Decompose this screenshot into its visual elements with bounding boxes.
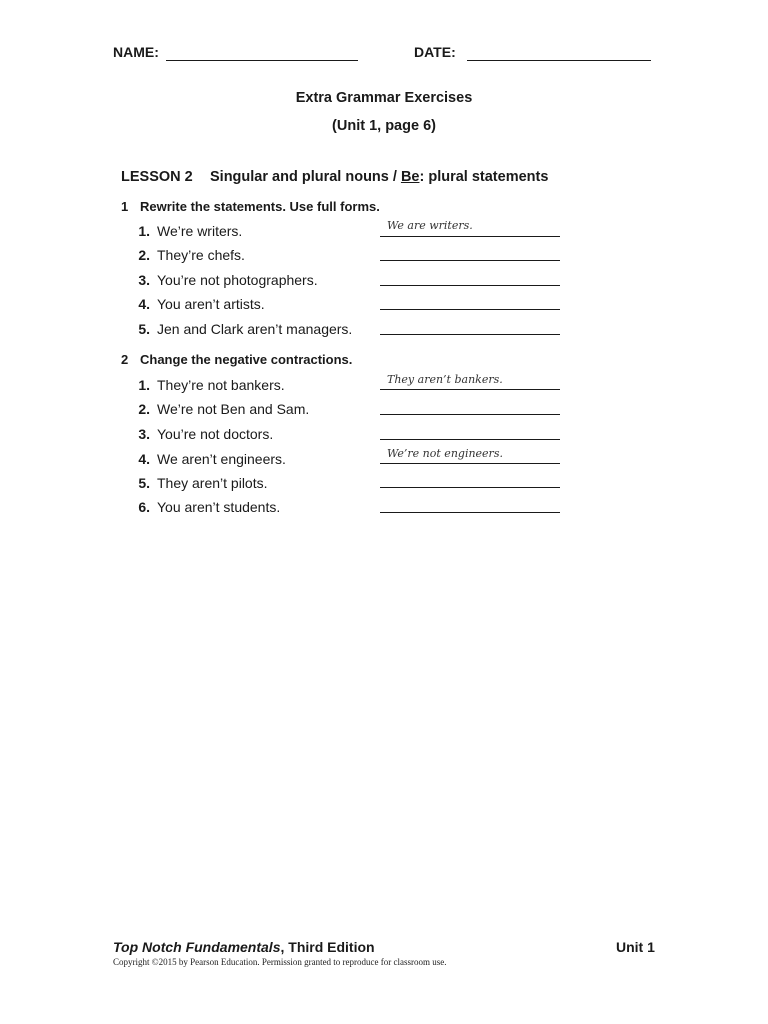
item-number: 3. (138, 426, 150, 442)
lesson-topic-pre: Singular and plural nouns / (210, 169, 401, 185)
name-field-line[interactable] (166, 60, 358, 61)
name-label: NAME: (113, 44, 159, 60)
item-number: 1. (138, 377, 150, 393)
page-subtitle: (Unit 1, page 6) (332, 118, 436, 134)
item-number: 2. (138, 247, 150, 263)
item-text: We’re not Ben and Sam. (157, 401, 310, 417)
lesson-label: LESSON 2 (121, 169, 193, 185)
answer-line[interactable] (380, 389, 560, 390)
item-text: They aren’t pilots. (157, 475, 268, 491)
section-1-number: 1 (121, 199, 129, 214)
lesson-topic-be: Be (400, 169, 420, 185)
item-number: 3. (138, 272, 150, 288)
item-number: 5. (138, 475, 150, 491)
item-number: 6. (138, 499, 150, 515)
handwritten-answer: They aren’t bankers. (387, 373, 503, 386)
item-text: You aren’t students. (157, 499, 281, 515)
item-number: 2. (138, 401, 150, 417)
book-title: Top Notch Fundamentals (113, 939, 281, 955)
item-text: They’re not bankers. (157, 377, 285, 393)
copyright-notice: Copyright ©2015 by Pearson Education. Permission granted to reproduce for classroom use. (113, 957, 447, 967)
item-text: They’re chefs. (157, 247, 245, 263)
handwritten-answer: We are writers. (387, 219, 473, 232)
footer-book-title (113, 939, 375, 955)
section-2-instruction: Change the negative contractions. (140, 352, 353, 367)
handwritten-answer: We’re not engineers. (387, 447, 503, 460)
footer-unit: Unit 1 (616, 939, 655, 955)
item-text: You aren’t artists. (157, 296, 265, 312)
book-edition: , Third Edition (280, 939, 375, 955)
answer-line[interactable] (380, 463, 560, 464)
answer-line[interactable] (380, 334, 560, 335)
item-number: 4. (138, 296, 150, 312)
answer-line[interactable] (380, 487, 560, 488)
answer-line[interactable] (380, 260, 560, 261)
answer-line[interactable] (380, 236, 560, 237)
item-number: 1. (138, 223, 150, 239)
item-text: Jen and Clark aren’t managers. (157, 321, 353, 337)
item-number: 4. (138, 451, 150, 467)
item-text: You’re not doctors. (157, 426, 274, 442)
date-field-line[interactable] (467, 60, 651, 61)
answer-line[interactable] (380, 309, 560, 310)
date-label: DATE: (414, 44, 456, 60)
answer-line[interactable] (380, 285, 560, 286)
section-1-instruction: Rewrite the statements. Use full forms. (140, 199, 380, 214)
lesson-topic-post: : plural statements (419, 169, 549, 185)
page-title: Extra Grammar Exercises (295, 90, 473, 106)
answer-line[interactable] (380, 414, 560, 415)
item-text: We aren’t engineers. (157, 451, 286, 467)
item-text: We’re writers. (157, 223, 243, 239)
item-number: 5. (138, 321, 150, 337)
section-2-number: 2 (121, 352, 129, 367)
item-text: You’re not photographers. (157, 272, 318, 288)
answer-line[interactable] (380, 439, 560, 440)
answer-line[interactable] (380, 512, 560, 513)
lesson-topic (210, 169, 548, 185)
